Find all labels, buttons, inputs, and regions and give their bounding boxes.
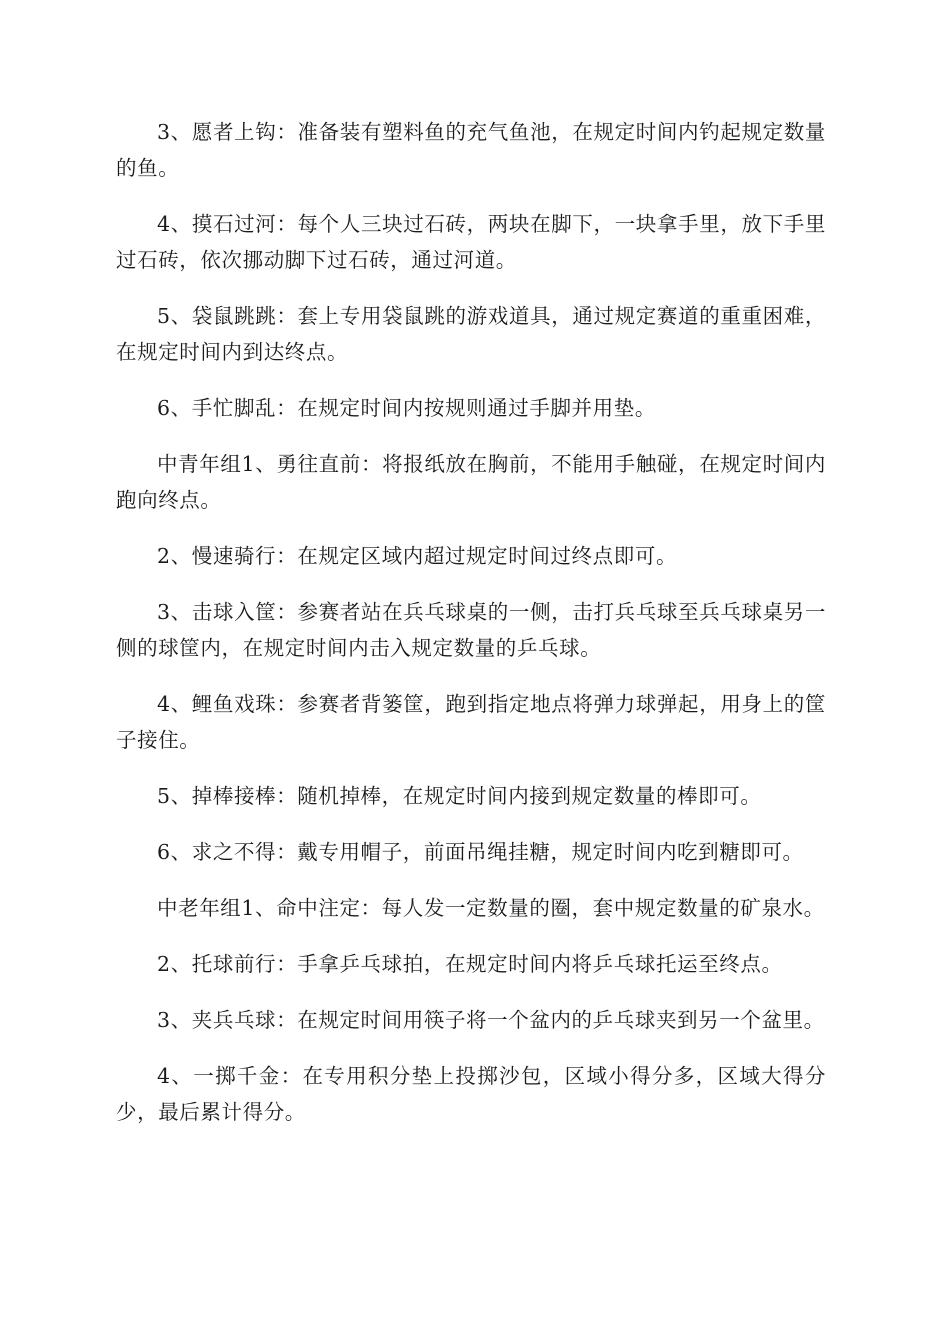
paragraph-12: 2、托球前行：手拿乒乓球拍，在规定时间内将乒乓球托运至终点。: [157, 952, 783, 976]
paragraph-8: 4、鲤鱼戏珠：参赛者背篓筐，跑到指定地点将弹力球弹起，用身上的筐子接住。: [116, 692, 826, 752]
paragraph-5: 中青年组1、勇往直前：将报纸放在胸前，不能用手触碰，在规定时间内跑向终点。: [116, 452, 826, 512]
paragraph-3: 5、袋鼠跳跳：套上专用袋鼠跳的游戏道具，通过规定赛道的重重困难，在规定时间内到达终点。: [116, 304, 826, 364]
paragraph-14: 4、一掷千金：在专用积分垫上投掷沙包，区域小得分多，区域大得分少，最后累计得分。: [116, 1064, 826, 1124]
paragraph-1: 3、愿者上钩：准备装有塑料鱼的充气鱼池，在规定时间内钓起规定数量的鱼。: [116, 120, 826, 180]
paragraph-2: 4、摸石过河：每个人三块过石砖，两块在脚下，一块拿手里，放下手里过石砖，依次挪动脚下过石砖，通过河道。: [116, 212, 826, 272]
paragraph-7: 3、击球入筐：参赛者站在兵乓球桌的一侧，击打兵乓球至兵乓球桌另一侧的球筐内，在规定时间内击入规定数量的乒乓球。: [116, 600, 826, 660]
document-body: [116, 114, 826, 1130]
paragraph-9: 5、掉棒接棒：随机掉棒，在规定时间内接到规定数量的棒即可。: [157, 784, 762, 808]
paragraph-4: 6、手忙脚乱：在规定时间内按规则通过手脚并用垫。: [157, 396, 656, 420]
paragraph-13: 3、夹兵乓球：在规定时间用筷子将一个盆内的乒乓球夹到另一个盆里。: [157, 1008, 825, 1032]
paragraph-10: 6、求之不得：戴专用帽子，前面吊绳挂糖，规定时间内吃到糖即可。: [157, 840, 804, 864]
paragraph-11: 中老年组1、命中注定：每人发一定数量的圈，套中规定数量的矿泉水。: [157, 896, 825, 920]
paragraph-6: 2、慢速骑行：在规定区域内超过规定时间过终点即可。: [157, 544, 678, 568]
